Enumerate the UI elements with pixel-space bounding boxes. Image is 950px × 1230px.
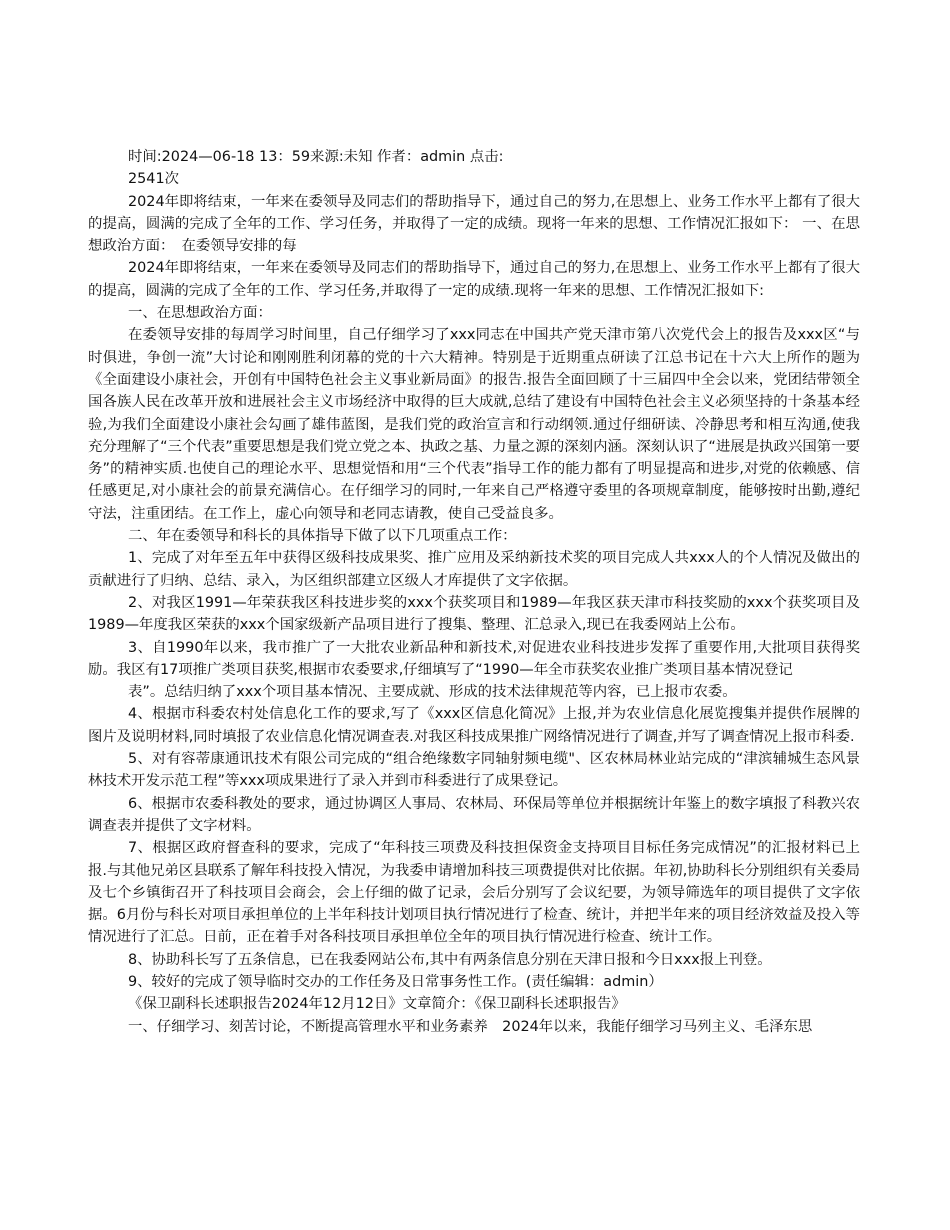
- work-item-3-continued: 表”。总结归纳了xxx个项目基本情况、主要成就、形成的技术法律规范等内容，已上报市农委。: [128, 684, 737, 701]
- work-item-2: 2、对我区1991—年荣获我区科技进步奖的xxx个获奖项目和1989—年我区获天津市科技奖励的xxx个获奖项目及1989—年度我区荣获的xxx个国家级新产品项目进行了搜集、整理、汇总录入,现已在我委网站上公布。: [88, 594, 860, 634]
- related-article-title: 《保卫副科长述职报告2024年12月12日》文章简介：《保卫副科长述职报告》: [128, 996, 626, 1013]
- work-item-9: 9、较好的完成了领导临时交办的工作任务及日常事务性工作。(责任编辑：admin）: [128, 973, 663, 990]
- section-heading-work: 二、年在委领导和科长的具体指导下做了以下几项重点工作：: [128, 528, 517, 545]
- related-article-excerpt: 一、仔细学习、刻苦讨论，不断提高管理水平和业务素养 2024年以来，我能仔细学习马列主义、毛泽东思: [128, 1018, 813, 1035]
- work-item-3: 3、自1990年以来，我市推广了一大批农业新品种和新技术,对促进农业科技进步发挥了重要作用,大批项目获得奖励。我区有17项推广类项目获奖,根据市农委要求,仔细填写了“1990—年全市获奖农业推广类项目基本情况登记: [88, 639, 860, 678]
- article-body: [88, 146, 860, 1038]
- work-item-5: 5、对有容蒂康通讯技术有限公司完成的“组合绝缘数字同轴射频电缆"、区农林局林业站完成的“津滨辅城生态风景林技术开发示范工程”等xxx项成果进行了录入并到市科委进行了成果登记。: [88, 751, 860, 790]
- political-study-paragraph: 在委领导安排的每周学习时间里，自己仔细学习了xxx同志在中国共产党天津市第八次党代会上的报告及xxx区“与时俱进，争创一流”大讨论和刚刚胜利闭幕的党的十六大精神。特别是于近期重点研读了江总书记在十六大上所作的题为《全面建设小康社会，开创有中国特色社会主义事业新局面》的报告.报告全面回顾了十三届四中全会以来，党团结带领全国各族人民在改革开放和进展社会主义市场经济中取得的巨大成就,总结了建设有中国特色社会主义必须坚持的十条基本经验,为我们全面建设小康社会勾画了雄伟蓝图，是我们党的政治宣言和行动纲领.通过仔细研读、冷静思考和相互沟通,使我充分理解了“三个代表”重要思想是我们党立党之本、执政之基、力量之源的深刻内涵。深刻认识了“进展是执政兴国第一要务”的精神实质.也使自己的理论水平、思想觉悟和用“三个代表”指导工作的能力都有了明显提高和进步,对党的依赖感、信任感更足,对小康社会的前景充满信心。在仔细学习的同时,一年来自己严格遵守委里的各项规章制度，能够按时出勤,遵纪守法，注重团结。在工作上，虚心向领导和老同志请教，使自己受益良多。: [88, 327, 860, 522]
- intro-paragraph: 2024年即将结束，一年来在委领导及同志们的帮助指导下，通过自己的努力,在思想上、业务工作水平上都有了很大的提高，圆满的完成了全年的工作、学习任务,并取得了一定的成绩.现将一年来的思想、工作情况汇报如下:: [88, 260, 860, 299]
- intro-summary-paragraph: 2024年即将结束，一年来在委领导及同志们的帮助指导下，通过自己的努力,在思想上、业务工作水平上都有了很大的提高，圆满的完成了全年的工作、学习任务，并取得了一定的成绩。现将一年来的思想、工作情况汇报如下： 一、在思想政治方面： 在委领导安排的每: [88, 193, 860, 255]
- section-heading-political: 一、在思想政治方面：: [128, 305, 272, 322]
- article-meta: 时间:2024—06-18 13：59来源:未知 作者：admin 点击:: [128, 149, 504, 165]
- click-count: 2541次: [128, 171, 180, 188]
- work-item-4: 4、根据市科委农村处信息化工作的要求,写了《xxx区信息化简况》上报,并为农业信息化展览搜集并提供作展牌的图片及说明材料,同时填报了农业信息化情况调查表.对我区科技成果推广网络情况进行了调查,并写了调查情况上报市科委.: [88, 706, 860, 745]
- work-item-7: 7、根据区政府督查科的要求，完成了“年科技三项费及科技担保资金支持项目目标任务完成情况”的汇报材料已上报.与其他兄弟区县联系了解年科技投入情况，为我委申请增加科技三项费提供对比依据。年初,协助科长分别组织有关委局及七个乡镇街召开了科技项目会商会，会上仔细的做了记录，会后分别写了会议纪要，为领导筛选年的项目提供了文字依据。6月份与科长对项目承担单位的上半年科技计划项目执行情况进行了检查、统计，并把半年来的项目经济效益及投入等情况进行了汇总。日前，正在着手对各科技项目承担单位全年的项目执行情况进行检查、统计工作。: [88, 840, 860, 946]
- work-item-6: 6、根据市农委科教处的要求，通过协调区人事局、农林局、环保局等单位并根据统计年鉴上的数字填报了科教兴农调查表并提供了文字材料。: [88, 795, 860, 834]
- work-item-1: 1、完成了对年至五年中获得区级科技成果奖、推广应用及采纳新技术奖的项目完成人共xxx人的个人情况及做出的贡献进行了归纳、总结、录入，为区组织部建立区级人才库提供了文字依据。: [88, 550, 860, 589]
- work-item-8: 8、协助科长写了五条信息，已在我委网站公布,其中有两条信息分别在天津日报和今日xxx报上刊登。: [128, 951, 772, 968]
